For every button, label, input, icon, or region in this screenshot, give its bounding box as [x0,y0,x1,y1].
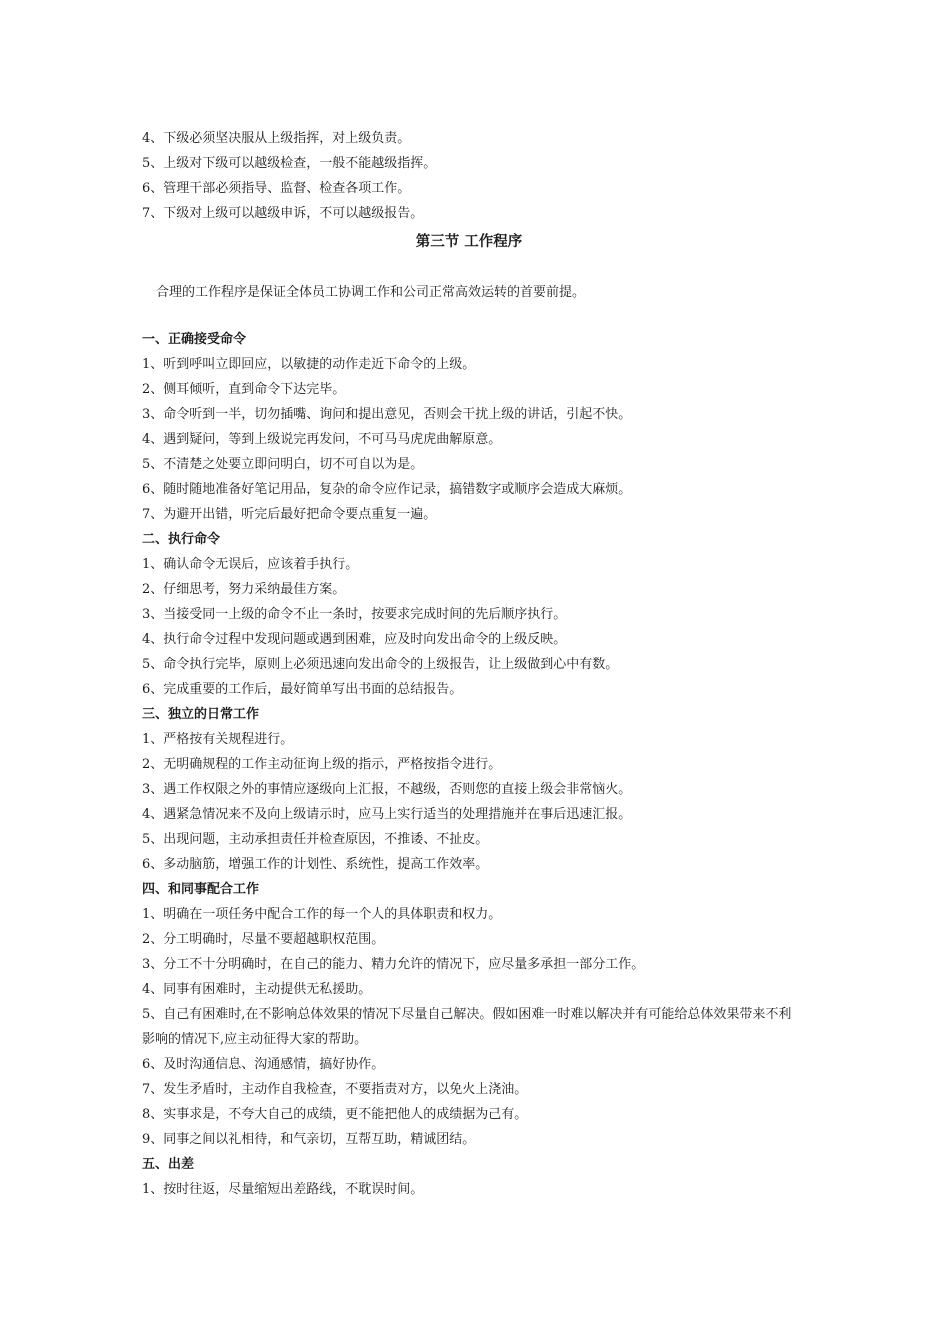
list-item: 7、下级对上级可以越级申诉，不可以越级报告。 [142,206,424,221]
list-item: 9、同事之间以礼相待，和气亲切，互帮互助，精诚团结。 [142,1132,476,1147]
list-item: 1、明确在一项任务中配合工作的每一个人的具体职责和权力。 [142,907,502,922]
group-cooperation [142,877,802,1152]
group-heading: 二、执行命令 [142,532,221,547]
document-page [142,126,802,1202]
group-heading: 五、出差 [142,1157,195,1172]
list-item: 4、同事有困难时，主动提供无私援助。 [142,982,372,997]
list-item: 2、分工明确时，尽量不要超越职权范围。 [142,932,385,947]
list-item: 4、遇紧急情况来不及向上级请示时，应马上实行适当的处理措施并在事后迅速汇报。 [142,807,632,822]
list-item: 3、命令听到一半，切勿插嘴、询问和提出意见，否则会干扰上级的讲话，引起不快。 [142,407,632,422]
list-item: 5、不清楚之处要立即问明白，切不可自以为是。 [142,457,424,472]
list-item: 3、当接受同一上级的命令不止一条时，按要求完成时间的先后顺序执行。 [142,607,567,622]
list-item: 2、仔细思考，努力采纳最佳方案。 [142,582,346,597]
list-item: 1、按时往返，尽量缩短出差路线，不耽误时间。 [142,1182,424,1197]
group-receive-orders [142,327,802,527]
list-item: 7、发生矛盾时，主动作自我检查，不要指责对方，以免火上浇油。 [142,1082,528,1097]
list-item: 1、确认命令无误后，应该着手执行。 [142,557,359,572]
list-item: 7、为避开出错，听完后最好把命令要点重复一遍。 [142,507,437,522]
list-item: 4、下级必须坚决服从上级指挥，对上级负责。 [142,131,411,146]
top-list [142,126,802,226]
list-item: 3、遇工作权限之外的事情应逐级向上汇报，不越级，否则您的直接上级会非常恼火。 [142,782,632,797]
list-item: 5、自己有困难时,在不影响总体效果的情况下尽量自己解决。假如困难一时难以解决并有可能给总体效果带来不利影响的情况下,应主动征得大家的帮助。 [142,1007,792,1047]
intro-paragraph: 合理的工作程序是保证全体员工协调工作和公司正常高效运转的首要前提。 [156,285,586,300]
group-heading: 四、和同事配合工作 [142,882,260,897]
list-item: 6、完成重要的工作后，最好简单写出书面的总结报告。 [142,682,463,697]
list-item: 6、随时随地准备好笔记用品，复杂的命令应作记录，搞错数字或顺序会造成大麻烦。 [142,482,632,497]
list-item: 5、命令执行完毕，原则上必须迅速向发出命令的上级报告，让上级做到心中有数。 [142,657,619,672]
list-item: 4、遇到疑问，等到上级说完再发问，不可马马虎虎曲解原意。 [142,432,502,447]
section-title: 第三节 工作程序 [415,234,523,250]
list-item: 2、无明确规程的工作主动征询上级的指示，严格按指令进行。 [142,757,502,772]
list-item: 6、及时沟通信息、沟通感情，搞好协作。 [142,1057,385,1072]
group-daily-work [142,702,802,877]
list-item: 1、听到呼叫立即回应，以敏捷的动作走近下命令的上级。 [142,357,476,372]
group-execute-orders [142,527,802,702]
list-item: 1、严格按有关规程进行。 [142,732,294,747]
list-item: 6、多动脑筋，增强工作的计划性、系统性，提高工作效率。 [142,857,489,872]
list-item: 5、上级对下级可以越级检查，一般不能越级指挥。 [142,156,437,171]
list-item: 3、分工不十分明确时，在自己的能力、精力允许的情况下，应尽量多承担一部分工作。 [142,957,645,972]
group-heading: 一、正确接受命令 [142,332,247,347]
list-item: 8、实事求是，不夸大自己的成绩，更不能把他人的成绩据为己有。 [142,1107,528,1122]
list-item: 2、侧耳倾听，直到命令下达完毕。 [142,382,346,397]
list-item: 6、管理干部必须指导、监督、检查各项工作。 [142,181,411,196]
group-heading: 三、独立的日常工作 [142,707,260,722]
list-item: 5、出现问题，主动承担责任并检查原因，不推诿、不扯皮。 [142,832,489,847]
group-business-trip [142,1152,802,1202]
list-item: 4、执行命令过程中发现问题或遇到困难，应及时向发出命令的上级反映。 [142,632,567,647]
